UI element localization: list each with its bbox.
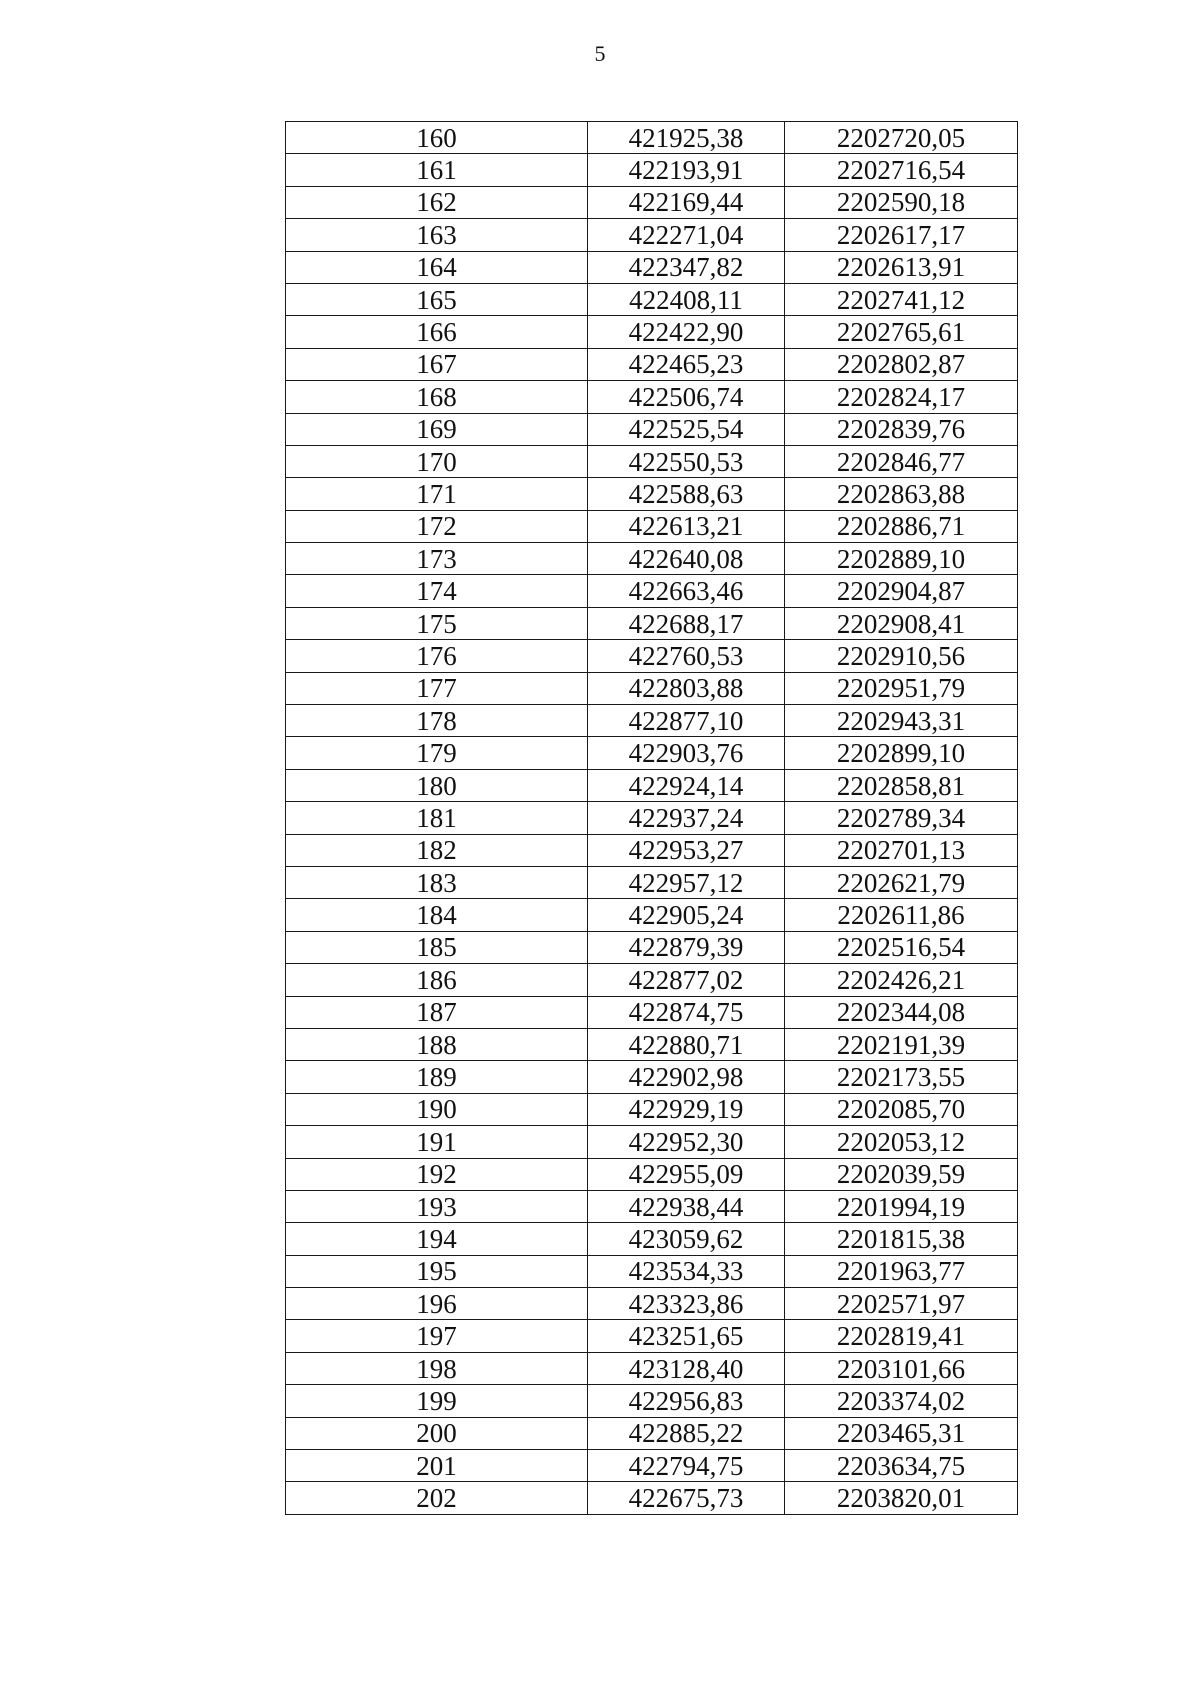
point-number-cell: 167 <box>286 348 588 380</box>
table-row <box>286 1093 1018 1125</box>
x-coordinate-cell: 422465,23 <box>588 348 785 380</box>
y-coordinate-cell: 2202701,13 <box>785 834 1018 866</box>
point-number-cell: 176 <box>286 640 588 672</box>
table-row <box>286 996 1018 1028</box>
point-number-cell: 181 <box>286 802 588 834</box>
table-row <box>286 381 1018 413</box>
x-coordinate-cell: 422613,21 <box>588 510 785 542</box>
point-number-cell: 164 <box>286 251 588 283</box>
point-number-cell: 162 <box>286 186 588 218</box>
y-coordinate-cell: 2202344,08 <box>785 996 1018 1028</box>
point-number-cell: 177 <box>286 672 588 704</box>
point-number-cell: 201 <box>286 1450 588 1482</box>
x-coordinate-cell: 422937,24 <box>588 802 785 834</box>
table-row <box>286 1320 1018 1352</box>
page-number: 5 <box>594 41 606 66</box>
point-number-cell: 190 <box>286 1093 588 1125</box>
x-coordinate-cell: 423251,65 <box>588 1320 785 1352</box>
x-coordinate-cell: 422952,30 <box>588 1126 785 1158</box>
point-number-cell: 188 <box>286 1028 588 1060</box>
table-row <box>286 445 1018 477</box>
table-row <box>286 737 1018 769</box>
table-row <box>286 802 1018 834</box>
point-number-cell: 172 <box>286 510 588 542</box>
x-coordinate-cell: 421925,38 <box>588 122 785 154</box>
x-coordinate-cell: 423128,40 <box>588 1352 785 1384</box>
y-coordinate-cell: 2202611,86 <box>785 899 1018 931</box>
x-coordinate-cell: 422408,11 <box>588 283 785 315</box>
table-row <box>286 510 1018 542</box>
point-number-cell: 200 <box>286 1417 588 1449</box>
table-row <box>286 1288 1018 1320</box>
table-row <box>286 186 1018 218</box>
y-coordinate-cell: 2202886,71 <box>785 510 1018 542</box>
table-row <box>286 122 1018 154</box>
x-coordinate-cell: 422877,02 <box>588 964 785 996</box>
x-coordinate-cell: 422929,19 <box>588 1093 785 1125</box>
y-coordinate-cell: 2202802,87 <box>785 348 1018 380</box>
y-coordinate-cell: 2202590,18 <box>785 186 1018 218</box>
y-coordinate-cell: 2202426,21 <box>785 964 1018 996</box>
point-number-cell: 169 <box>286 413 588 445</box>
point-number-cell: 187 <box>286 996 588 1028</box>
y-coordinate-cell: 2202053,12 <box>785 1126 1018 1158</box>
table-row <box>286 1255 1018 1287</box>
y-coordinate-cell: 2202516,54 <box>785 931 1018 963</box>
y-coordinate-cell: 2203820,01 <box>785 1482 1018 1514</box>
coordinates-table <box>285 121 1018 1515</box>
x-coordinate-cell: 422874,75 <box>588 996 785 1028</box>
y-coordinate-cell: 2202951,79 <box>785 672 1018 704</box>
y-coordinate-cell: 2201994,19 <box>785 1190 1018 1222</box>
x-coordinate-cell: 422675,73 <box>588 1482 785 1514</box>
x-coordinate-cell: 422957,12 <box>588 866 785 898</box>
table-row <box>286 640 1018 672</box>
x-coordinate-cell: 422885,22 <box>588 1417 785 1449</box>
y-coordinate-cell: 2202191,39 <box>785 1028 1018 1060</box>
table-row <box>286 219 1018 251</box>
x-coordinate-cell: 422924,14 <box>588 769 785 801</box>
x-coordinate-cell: 422938,44 <box>588 1190 785 1222</box>
table-row <box>286 1385 1018 1417</box>
table-row <box>286 251 1018 283</box>
x-coordinate-cell: 422794,75 <box>588 1450 785 1482</box>
point-number-cell: 160 <box>286 122 588 154</box>
y-coordinate-cell: 2202904,87 <box>785 575 1018 607</box>
point-number-cell: 195 <box>286 1255 588 1287</box>
point-number-cell: 170 <box>286 445 588 477</box>
table-row <box>286 769 1018 801</box>
x-coordinate-cell: 422905,24 <box>588 899 785 931</box>
x-coordinate-cell: 422879,39 <box>588 931 785 963</box>
point-number-cell: 163 <box>286 219 588 251</box>
table-row <box>286 834 1018 866</box>
x-coordinate-cell: 422422,90 <box>588 316 785 348</box>
table-row <box>286 348 1018 380</box>
point-number-cell: 198 <box>286 1352 588 1384</box>
point-number-cell: 168 <box>286 381 588 413</box>
y-coordinate-cell: 2202858,81 <box>785 769 1018 801</box>
x-coordinate-cell: 423323,86 <box>588 1288 785 1320</box>
x-coordinate-cell: 422903,76 <box>588 737 785 769</box>
table-row <box>286 1223 1018 1255</box>
table-row <box>286 1190 1018 1222</box>
y-coordinate-cell: 2202741,12 <box>785 283 1018 315</box>
y-coordinate-cell: 2203634,75 <box>785 1450 1018 1482</box>
table-row <box>286 964 1018 996</box>
table-row <box>286 1126 1018 1158</box>
point-number-cell: 191 <box>286 1126 588 1158</box>
point-number-cell: 182 <box>286 834 588 866</box>
point-number-cell: 194 <box>286 1223 588 1255</box>
point-number-cell: 199 <box>286 1385 588 1417</box>
table-row <box>286 1061 1018 1093</box>
y-coordinate-cell: 2202039,59 <box>785 1158 1018 1190</box>
table-row <box>286 283 1018 315</box>
y-coordinate-cell: 2203465,31 <box>785 1417 1018 1449</box>
y-coordinate-cell: 2202863,88 <box>785 478 1018 510</box>
point-number-cell: 165 <box>286 283 588 315</box>
point-number-cell: 166 <box>286 316 588 348</box>
x-coordinate-cell: 422347,82 <box>588 251 785 283</box>
x-coordinate-cell: 422271,04 <box>588 219 785 251</box>
y-coordinate-cell: 2202889,10 <box>785 543 1018 575</box>
table-row <box>286 1352 1018 1384</box>
point-number-cell: 161 <box>286 154 588 186</box>
y-coordinate-cell: 2202839,76 <box>785 413 1018 445</box>
table-row <box>286 1482 1018 1514</box>
table-row <box>286 1417 1018 1449</box>
table-row <box>286 478 1018 510</box>
x-coordinate-cell: 422877,10 <box>588 705 785 737</box>
y-coordinate-cell: 2202613,91 <box>785 251 1018 283</box>
y-coordinate-cell: 2202819,41 <box>785 1320 1018 1352</box>
y-coordinate-cell: 2202789,34 <box>785 802 1018 834</box>
point-number-cell: 171 <box>286 478 588 510</box>
y-coordinate-cell: 2201963,77 <box>785 1255 1018 1287</box>
table-row <box>286 931 1018 963</box>
point-number-cell: 175 <box>286 607 588 639</box>
y-coordinate-cell: 2202824,17 <box>785 381 1018 413</box>
y-coordinate-cell: 2202085,70 <box>785 1093 1018 1125</box>
y-coordinate-cell: 2202571,97 <box>785 1288 1018 1320</box>
table-row <box>286 316 1018 348</box>
point-number-cell: 197 <box>286 1320 588 1352</box>
point-number-cell: 193 <box>286 1190 588 1222</box>
x-coordinate-cell: 422688,17 <box>588 607 785 639</box>
x-coordinate-cell: 422588,63 <box>588 478 785 510</box>
x-coordinate-cell: 422760,53 <box>588 640 785 672</box>
y-coordinate-cell: 2202908,41 <box>785 607 1018 639</box>
table-row <box>286 413 1018 445</box>
x-coordinate-cell: 422193,91 <box>588 154 785 186</box>
y-coordinate-cell: 2202899,10 <box>785 737 1018 769</box>
coordinates-table-body <box>286 122 1018 1515</box>
point-number-cell: 186 <box>286 964 588 996</box>
x-coordinate-cell: 422525,54 <box>588 413 785 445</box>
x-coordinate-cell: 422640,08 <box>588 543 785 575</box>
y-coordinate-cell: 2203101,66 <box>785 1352 1018 1384</box>
x-coordinate-cell: 422506,74 <box>588 381 785 413</box>
table-row <box>286 543 1018 575</box>
table-row <box>286 1158 1018 1190</box>
point-number-cell: 180 <box>286 769 588 801</box>
x-coordinate-cell: 422663,46 <box>588 575 785 607</box>
point-number-cell: 173 <box>286 543 588 575</box>
x-coordinate-cell: 422902,98 <box>588 1061 785 1093</box>
x-coordinate-cell: 422803,88 <box>588 672 785 704</box>
table-row <box>286 154 1018 186</box>
x-coordinate-cell: 423534,33 <box>588 1255 785 1287</box>
table-row <box>286 607 1018 639</box>
y-coordinate-cell: 2202716,54 <box>785 154 1018 186</box>
x-coordinate-cell: 422955,09 <box>588 1158 785 1190</box>
point-number-cell: 196 <box>286 1288 588 1320</box>
x-coordinate-cell: 422550,53 <box>588 445 785 477</box>
point-number-cell: 192 <box>286 1158 588 1190</box>
point-number-cell: 174 <box>286 575 588 607</box>
x-coordinate-cell: 422169,44 <box>588 186 785 218</box>
table-row <box>286 1450 1018 1482</box>
y-coordinate-cell: 2203374,02 <box>785 1385 1018 1417</box>
y-coordinate-cell: 2202943,31 <box>785 705 1018 737</box>
y-coordinate-cell: 2202910,56 <box>785 640 1018 672</box>
table-row <box>286 672 1018 704</box>
x-coordinate-cell: 422880,71 <box>588 1028 785 1060</box>
table-row <box>286 1028 1018 1060</box>
y-coordinate-cell: 2201815,38 <box>785 1223 1018 1255</box>
y-coordinate-cell: 2202617,17 <box>785 219 1018 251</box>
point-number-cell: 184 <box>286 899 588 931</box>
point-number-cell: 179 <box>286 737 588 769</box>
point-number-cell: 202 <box>286 1482 588 1514</box>
table-row <box>286 899 1018 931</box>
y-coordinate-cell: 2202173,55 <box>785 1061 1018 1093</box>
point-number-cell: 189 <box>286 1061 588 1093</box>
point-number-cell: 178 <box>286 705 588 737</box>
x-coordinate-cell: 422953,27 <box>588 834 785 866</box>
x-coordinate-cell: 423059,62 <box>588 1223 785 1255</box>
table-row <box>286 705 1018 737</box>
y-coordinate-cell: 2202846,77 <box>785 445 1018 477</box>
point-number-cell: 185 <box>286 931 588 963</box>
y-coordinate-cell: 2202621,79 <box>785 866 1018 898</box>
x-coordinate-cell: 422956,83 <box>588 1385 785 1417</box>
point-number-cell: 183 <box>286 866 588 898</box>
table-row <box>286 866 1018 898</box>
table-row <box>286 575 1018 607</box>
y-coordinate-cell: 2202720,05 <box>785 122 1018 154</box>
y-coordinate-cell: 2202765,61 <box>785 316 1018 348</box>
